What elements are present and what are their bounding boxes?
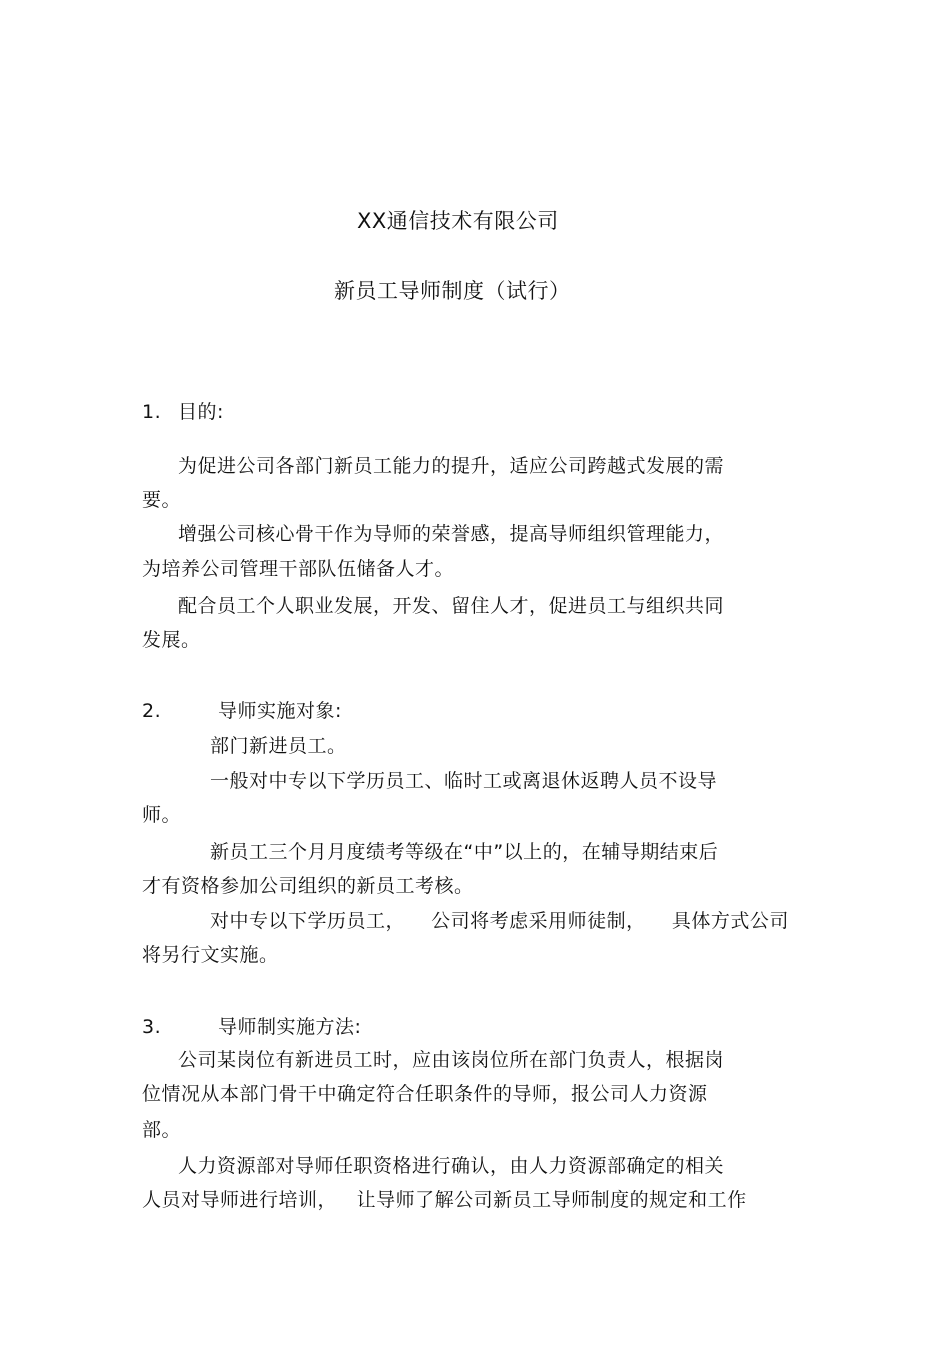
section-2-paragraph-4-line-2: 将另行文实施。 (142, 944, 279, 966)
section-3-paragraph-1-line-1: 公司某岗位有新进员工时，应由该岗位所在部门负责人，根据岗 (178, 1049, 725, 1071)
section-2-number: 2. (142, 700, 162, 722)
section-2-heading: 导师实施对象: (218, 700, 342, 722)
section-2-paragraph-3-line-1: 新员工三个月月度绩考等级在“中”以上的，在辅导期结束后 (210, 841, 719, 863)
section-1-number: 1. (142, 401, 162, 423)
section-2-paragraph-2-line-2: 师。 (142, 804, 182, 826)
section-1-paragraph-2-line-1: 增强公司核心骨干作为导师的荣誉感，提高导师组织管理能力， (178, 523, 725, 545)
section-1-heading: 目的: (178, 401, 224, 423)
section-3-heading-row (142, 1014, 361, 1040)
section-1-paragraph-1-line-2: 要。 (142, 489, 182, 511)
section-1-heading-row (142, 399, 224, 425)
section-2-paragraph-1-line-1: 部门新进员工。 (210, 735, 347, 757)
section-2-paragraph-4-line-1: 对中专以下学历员工， 公司将考虑采用师徒制， 具体方式公司 (210, 910, 789, 932)
company-title: XX通信技术有限公司 (357, 209, 559, 233)
section-3-paragraph-2-line-1: 人力资源部对导师任职资格进行确认，由人力资源部确定的相关 (178, 1155, 725, 1177)
section-2-heading-row (142, 698, 342, 724)
section-1-paragraph-2-line-2: 为培养公司管理干部队伍储备人才。 (142, 558, 455, 580)
section-1-paragraph-3-line-2: 发展。 (142, 629, 201, 651)
section-3-paragraph-1-line-2: 位情况从本部门骨干中确定符合任职条件的导师，报公司人力资源 (142, 1083, 708, 1105)
section-3-paragraph-2-line-2: 人员对导师进行培训， 让导师了解公司新员工导师制度的规定和工作 (142, 1189, 747, 1211)
section-3-number: 3. (142, 1016, 162, 1038)
section-3-paragraph-1-line-3: 部。 (142, 1119, 182, 1141)
section-1-paragraph-1-line-1: 为促进公司各部门新员工能力的提升，适应公司跨越式发展的需 (178, 455, 725, 477)
section-2-paragraph-3-line-2: 才有资格参加公司组织的新员工考核。 (142, 875, 474, 897)
section-1-paragraph-3-line-1: 配合员工个人职业发展，开发、留住人才，促进员工与组织共同 (178, 595, 725, 617)
section-3-heading: 导师制实施方法: (218, 1016, 362, 1038)
section-2-paragraph-2-line-1: 一般对中专以下学历员工、临时工或离退休返聘人员不设导 (210, 770, 718, 792)
policy-title: 新员工导师制度（试行） (334, 279, 571, 303)
